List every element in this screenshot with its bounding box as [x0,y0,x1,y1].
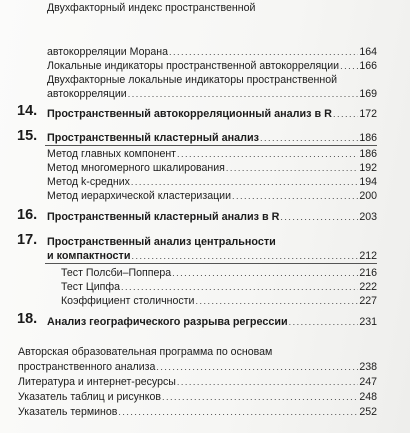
toc-page-number: 172 [359,108,377,120]
toc-leader [280,211,358,223]
toc-entry-text: Литература и интернет-ресурсы [18,376,176,388]
toc-leader [226,162,358,174]
toc-entry-text: Указатель таблиц и рисунков [18,391,162,403]
toc-leader [177,376,358,388]
toc-entry[interactable] [18,361,377,373]
toc-leader [121,281,358,293]
toc-page-number: 252 [359,406,377,418]
toc-page-number: 186 [359,132,377,144]
toc-entry[interactable] [18,406,377,418]
toc-page-number: 212 [359,250,377,262]
toc-leader [340,60,358,72]
toc-entry[interactable] [47,88,377,100]
toc-leader [169,46,358,58]
toc-entry-text: Авторская образовательная программа по основам [18,346,273,358]
chapter-number: 14. [17,103,38,119]
toc-entry[interactable] [47,190,377,202]
chapter-title: Пространственный автокорреляционный анализ в R [47,108,332,120]
toc-page-number: 216 [359,267,377,279]
toc-entry[interactable] [47,132,377,144]
toc-entry[interactable] [61,281,377,293]
toc-entry-text: Метод многомерного шкалирования [47,162,225,174]
toc-entry-text: пространственного анализа [18,361,156,373]
toc-entry[interactable] [47,60,377,72]
toc-entry-text: Двухфакторные локальные индикаторы пространственной [47,74,338,86]
toc-leader [131,250,358,262]
toc-entry-text: автокорреляции [47,88,127,100]
toc-page-number: 248 [359,391,377,403]
chapter-title: Пространственный кластерный анализ [47,132,259,144]
toc-entry-text: Метод k-средних [47,176,130,188]
chapter-title: Пространственный кластерный анализ в R [47,211,280,223]
toc-entry[interactable] [18,376,377,388]
chapter-number: 17. [17,232,38,248]
toc-page-number: 169 [359,88,377,100]
toc-leader [195,295,358,307]
toc-leader [162,391,358,403]
toc-entry[interactable] [61,267,377,279]
toc-page-number: 192 [359,162,377,174]
toc-entry-text: Локальные индикаторы пространственной автокорреляции [47,60,340,72]
toc-leader [289,316,359,328]
toc-entry-text: Метод иерархической кластеризации [47,190,232,202]
chapter-rule [45,145,377,146]
toc-leader [177,148,358,160]
chapter-number: 16. [17,207,38,223]
toc-entry-text: Указатель терминов [18,406,118,418]
toc-entry-text: Двухфакторный индекс пространственной [47,2,256,14]
toc-leader [333,108,358,120]
toc-leader [131,176,358,188]
chapter-title: Анализ географического разрыва регрессии [47,316,288,328]
toc-entry[interactable] [47,162,377,174]
toc-entry[interactable] [47,108,377,120]
toc-entry-text: Коэффициент столичности [61,295,195,307]
toc-entry[interactable] [18,391,377,403]
toc-entry[interactable] [47,148,377,160]
toc-entry[interactable] [61,295,377,307]
toc-entry[interactable] [47,316,377,328]
toc-page-number: 186 [359,148,377,160]
chapter-title: и компактности [47,250,131,262]
chapter-rule [45,263,377,264]
toc-page-number: 231 [359,316,377,328]
chapter-title: Пространственный анализ центральности [47,236,276,248]
toc-page-number: 222 [359,281,377,293]
toc-entry[interactable] [47,176,377,188]
toc-page-number: 203 [359,211,377,223]
chapter-number: 15. [17,128,38,144]
chapter-number: 18. [17,311,38,327]
toc-page-number: 164 [359,46,377,58]
toc-leader [232,190,358,202]
toc-leader [156,361,358,373]
toc-entry[interactable] [47,46,377,58]
toc-page-number: 238 [359,361,377,373]
toc-entry-text: Тест Полсби–Поппера [61,267,172,279]
toc-page-number: 194 [359,176,377,188]
toc-entry[interactable] [47,250,377,262]
toc-leader [172,267,358,279]
toc-entry-text: Метод главных компонент [47,148,177,160]
toc-page-number: 247 [359,376,377,388]
toc-leader [118,406,358,418]
toc-leader [260,132,358,144]
toc-page-number: 166 [359,60,377,72]
toc-page-number: 200 [359,190,377,202]
toc-page-number: 227 [359,295,377,307]
toc-entry-text: Тест Ципфа [61,281,120,293]
toc-leader [128,88,359,100]
toc-entry[interactable] [47,211,377,223]
toc-entry-text: автокорреляции Морана [47,46,169,58]
